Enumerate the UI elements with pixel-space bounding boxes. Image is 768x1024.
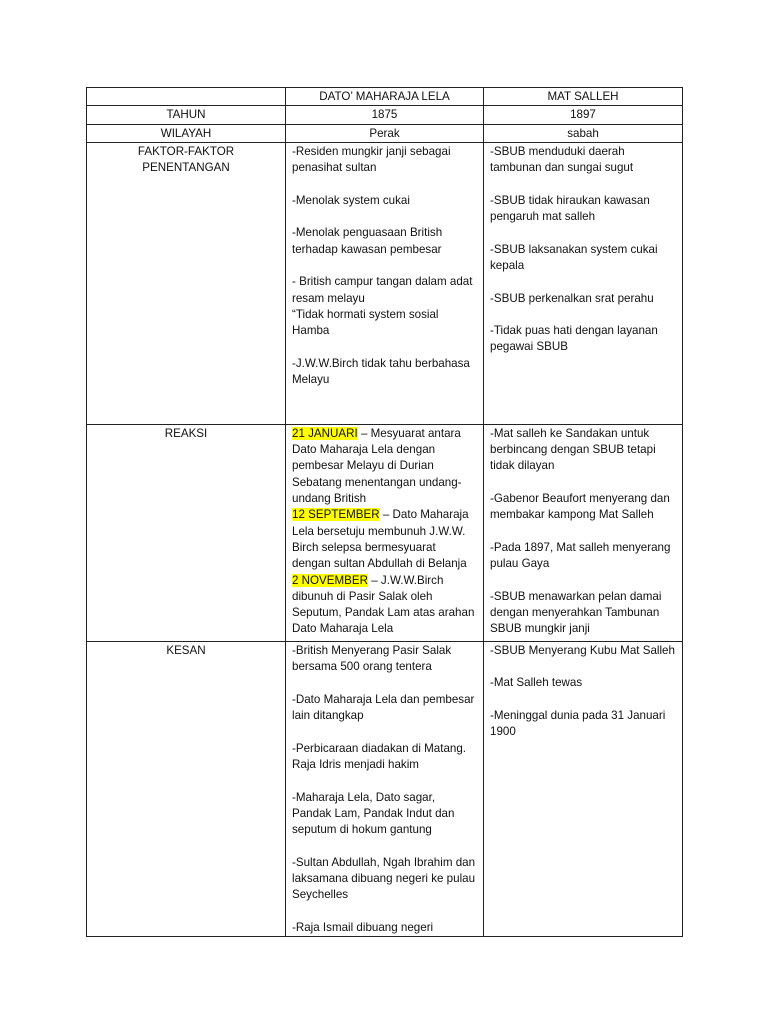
kesan-dato-item: -Perbicaraan diadakan di Matang. Raja Idris menjadi hakim: [292, 741, 467, 771]
blank-line: [292, 838, 477, 854]
reaksi-dato-event: [292, 426, 477, 507]
wilayah-dato-maharaja-lela: Perak: [286, 124, 484, 142]
header-row: [87, 88, 683, 106]
blank-line: [292, 176, 477, 192]
event-description: – Dato Maharaja Lela bersetuju membunuh J.W.W. Birch selepsa bermesyuarat dengan sultan Abdullah di Belanja: [292, 508, 469, 571]
reaksi-mat-salleh-cell: [484, 424, 683, 641]
faktor-dato-item: -J.W.W.Birch tidak tahu berbahasa Melayu: [292, 356, 470, 387]
blank-line: [490, 225, 676, 241]
reaksi-mat-salleh-item: -Gabenor Beaufort menyerang dan membakar kampong Mat Salleh: [490, 492, 670, 522]
tahun-mat-salleh: 1897: [484, 106, 683, 124]
faktor-mat-salleh-item: -SBUB menduduki daerah tambunan dan sungai sugut: [490, 144, 634, 175]
blank-line: [490, 176, 676, 192]
kesan-dato-item: -British Menyerang Pasir Salak bersama 500 orang tentera: [292, 643, 452, 674]
kesan-label: KESAN: [87, 641, 286, 936]
blank-line: [292, 724, 477, 740]
wilayah-mat-salleh: sabah: [484, 124, 683, 142]
blank-line: [490, 475, 676, 491]
reaksi-dato-event: [292, 507, 477, 572]
tahun-dato-maharaja-lela: 1875: [286, 106, 484, 124]
reaksi-mat-salleh-item: -Pada 1897, Mat salleh menyerang pulau Gaya: [490, 540, 671, 571]
faktor-dato-item: “Tidak hormati system sosial Hamba: [292, 307, 439, 338]
kesan-mat-salleh-cell: [484, 641, 683, 936]
reaksi-label: REAKSI: [87, 424, 286, 641]
wilayah-label: WILAYAH: [87, 124, 286, 142]
faktor-dato-item: -Menolak system cukai: [292, 193, 410, 207]
tahun-label: TAHUN: [87, 106, 286, 124]
header-mat-salleh: MAT SALLEH: [484, 88, 683, 106]
reaksi-row: [87, 424, 683, 641]
tahun-row: [87, 106, 683, 124]
comparison-table: [86, 87, 683, 937]
kesan-mat-salleh-item: -Mat Salleh tewas: [490, 676, 583, 690]
blank-line: [490, 692, 676, 708]
faktor-label-line-1: FAKTOR-FAKTOR: [137, 144, 235, 158]
blank-line: [292, 339, 477, 355]
highlighted-date: 2 NOVEMBER: [292, 573, 369, 587]
faktor-label-cell: [87, 142, 286, 424]
faktor-dato-item: - British campur tangan dalam adat resam melayu: [292, 275, 473, 305]
kesan-row: [87, 641, 683, 936]
reaksi-mat-salleh-item: -SBUB menawarkan pelan damai dengan menyerahkan Tambunan SBUB mungkir janji: [490, 589, 662, 636]
kesan-dato-item: -Dato Maharaja Lela dan pembesar lain ditangkap: [292, 692, 475, 723]
kesan-dato-item: -Sultan Abdullah, Ngah Ibrahim dan laksamana dibuang negeri ke pulau Seychelles: [292, 855, 476, 902]
kesan-dato-item: -Raja Ismail dibuang negeri: [292, 920, 434, 934]
blank-line: [292, 904, 477, 920]
blank-line: [490, 573, 676, 589]
event-description: – J.W.W.Birch dibunuh di Pasir Salak oleh Seputum, Pandak Lam atas arahan Dato Maharaja Lela: [292, 573, 475, 636]
faktor-mat-salleh-item: -SBUB perkenalkan srat perahu: [490, 291, 654, 305]
blank-line: [292, 675, 477, 691]
blank-line: [490, 274, 676, 290]
blank-line: [490, 524, 676, 540]
kesan-dato-item: -Maharaja Lela, Dato sagar, Pandak Lam, Pandak Indut dan seputum di hokum gantung: [292, 790, 455, 837]
kesan-dato-maharaja-lela-cell: [286, 641, 484, 936]
faktor-mat-salleh-item: -SBUB tidak hiraukan kawasan pengaruh mat salleh: [490, 193, 650, 224]
faktor-dato-item: -Residen mungkir janji sebagai penasihat sultan: [292, 144, 451, 175]
kesan-mat-salleh-item: -Meninggal dunia pada 31 Januari 1900: [490, 709, 666, 739]
event-description: – Mesyuarat antara Dato Maharaja Lela dengan pembesar Melayu di Durian Sebatang menentangan undang-undang British: [292, 426, 462, 506]
reaksi-dato-event: [292, 573, 477, 638]
highlighted-date: 12 SEPTEMBER: [292, 508, 380, 522]
faktor-label-line-2: PENENTANGAN: [142, 161, 230, 175]
blank-line: [292, 258, 477, 274]
faktor-dato-item: -Menolak penguasaan British terhadap kawasan pembesar: [292, 226, 443, 256]
kesan-mat-salleh-item: -SBUB Menyerang Kubu Mat Salleh: [490, 643, 675, 657]
reaksi-mat-salleh-item: -Mat salleh ke Sandakan untuk berbincang dengan SBUB tetapi tidak dilayan: [490, 426, 656, 473]
faktor-dato-maharaja-lela-cell: [286, 142, 484, 424]
highlighted-date: 21 JANUARI: [292, 426, 358, 440]
blank-line: [490, 659, 676, 675]
faktor-mat-salleh-cell: [484, 142, 683, 424]
blank-line: [292, 773, 477, 789]
faktor-mat-salleh-item: -Tidak puas hati dengan layanan pegawai SBUB: [490, 324, 658, 354]
header-empty-cell: [87, 88, 286, 106]
header-dato-maharaja-lela: DATO’ MAHARAJA LELA: [286, 88, 484, 106]
wilayah-row: [87, 124, 683, 142]
blank-line: [292, 209, 477, 225]
faktor-row: [87, 142, 683, 424]
blank-line: [490, 307, 676, 323]
reaksi-dato-maharaja-lela-cell: [286, 424, 484, 641]
faktor-mat-salleh-item: -SBUB laksanakan system cukai kepala: [490, 242, 658, 272]
